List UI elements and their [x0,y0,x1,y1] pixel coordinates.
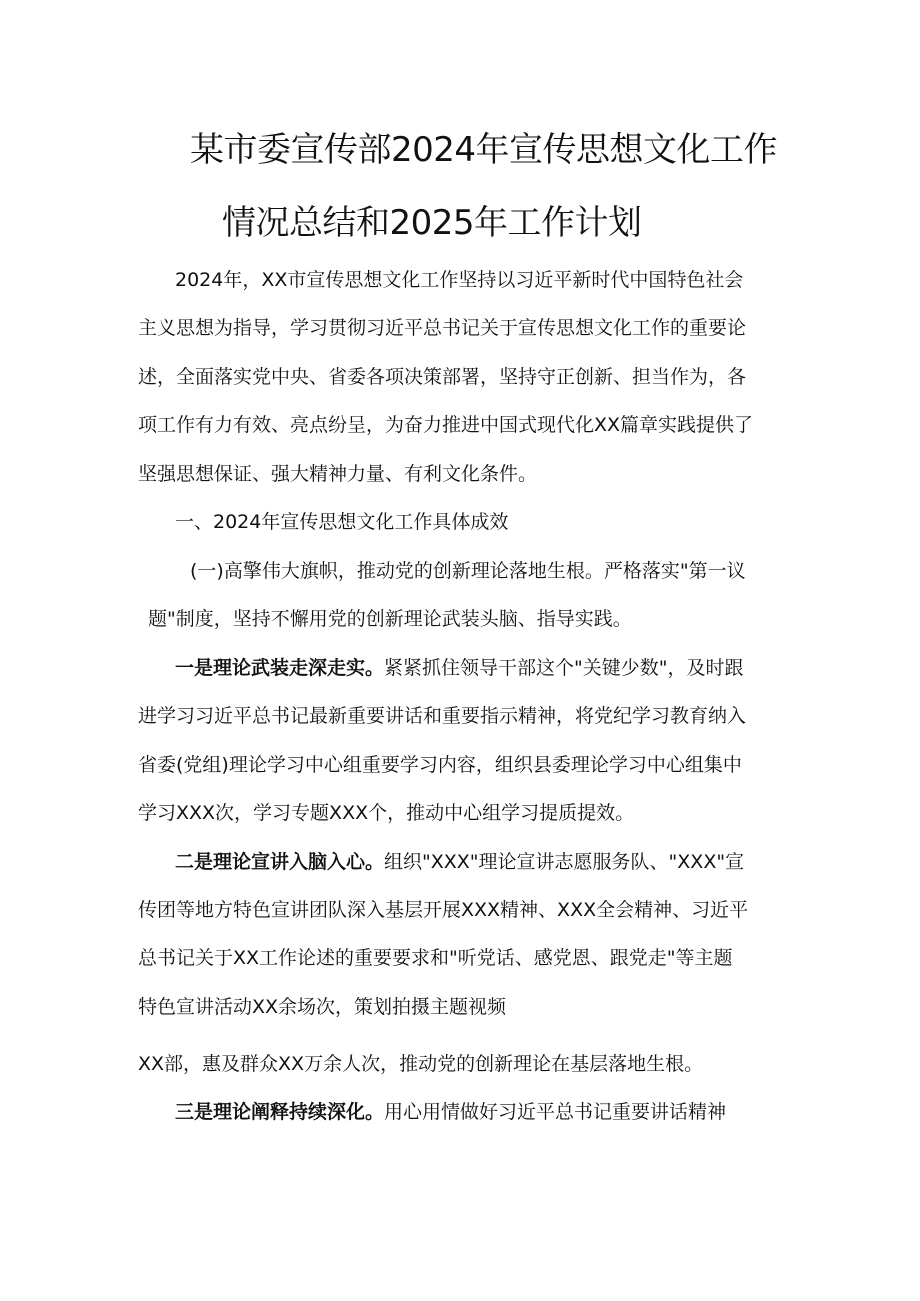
point2-line-2: 传团等地方特色宣讲团队深入基层开展XXX精神、XXX全会精神、习近平 [138,899,749,921]
document-title-line-2: 情况总结和2025年工作计划 [222,203,642,243]
subsection-line-1: (一)高擎伟大旗帜，推动党的创新理论落地生根。严格落实"第一议 [190,560,746,582]
document-title-line-1: 某市委宣传部2024年宣传思想文化工作 [190,130,778,170]
intro-line-4: 项工作有力有效、亮点纷呈，为奋力推进中国式现代化XX篇章实践提供了 [138,414,754,436]
intro-line-3: 述，全面落实党中央、省委各项决策部署，坚持守正创新、担当作为，各 [138,366,747,388]
point2-line-3: 总书记关于XX工作论述的重要要求和"听党话、感党恩、跟党走"等主题 [138,947,733,969]
point1-line-2: 进学习习近平总书记最新重要讲话和重要指示精神，将党纪学习教育纳入 [138,705,747,727]
point1-line-3: 省委(党组)理论学习中心组重要学习内容，组织县委理论学习中心组集中 [138,754,742,776]
point3-first-rest: 用心用情做好习近平总书记重要讲话精神 [384,1101,727,1123]
point2-line-4: 特色宣讲活动XX余场次，策划拍摄主题视频 [138,996,507,1018]
point2-first-rest: 组织"XXX"理论宣讲志愿服务队、"XXX"宣 [384,851,745,873]
point1-lead: 一是理论武装走深走实。 [175,657,385,679]
intro-line-2: 主义思想为指导，学习贯彻习近平总书记关于宣传思想文化工作的重要论 [138,317,747,339]
point2-line-1 [175,848,744,876]
intro-line-5: 坚强思想保证、强大精神力量、有利文化条件。 [138,463,538,485]
point3-lead: 三是理论阐释持续深化。 [175,1101,385,1123]
subsection-line-2: 题"制度，坚持不懈用党的创新理论武装头脑、指导实践。 [148,608,632,630]
intro-line-1: 2024年，XX市宣传思想文化工作坚持以习近平新时代中国特色社会 [175,269,744,291]
point1-line-1 [175,654,744,682]
point1-first-rest: 紧紧抓住领导干部这个"关键少数"，及时跟 [384,657,744,679]
point1-line-4: 学习XXX次，学习专题XXX个，推动中心组学习提质提效。 [138,802,635,824]
point2-lead: 二是理论宣讲入脑入心。 [175,851,385,873]
section-heading: 一、2024年宣传思想文化工作具体成效 [175,511,509,533]
point2-line-5: XX部，惠及群众XX万余人次，推动党的创新理论在基层落地生根。 [138,1053,704,1075]
point3-line-1 [175,1098,726,1126]
